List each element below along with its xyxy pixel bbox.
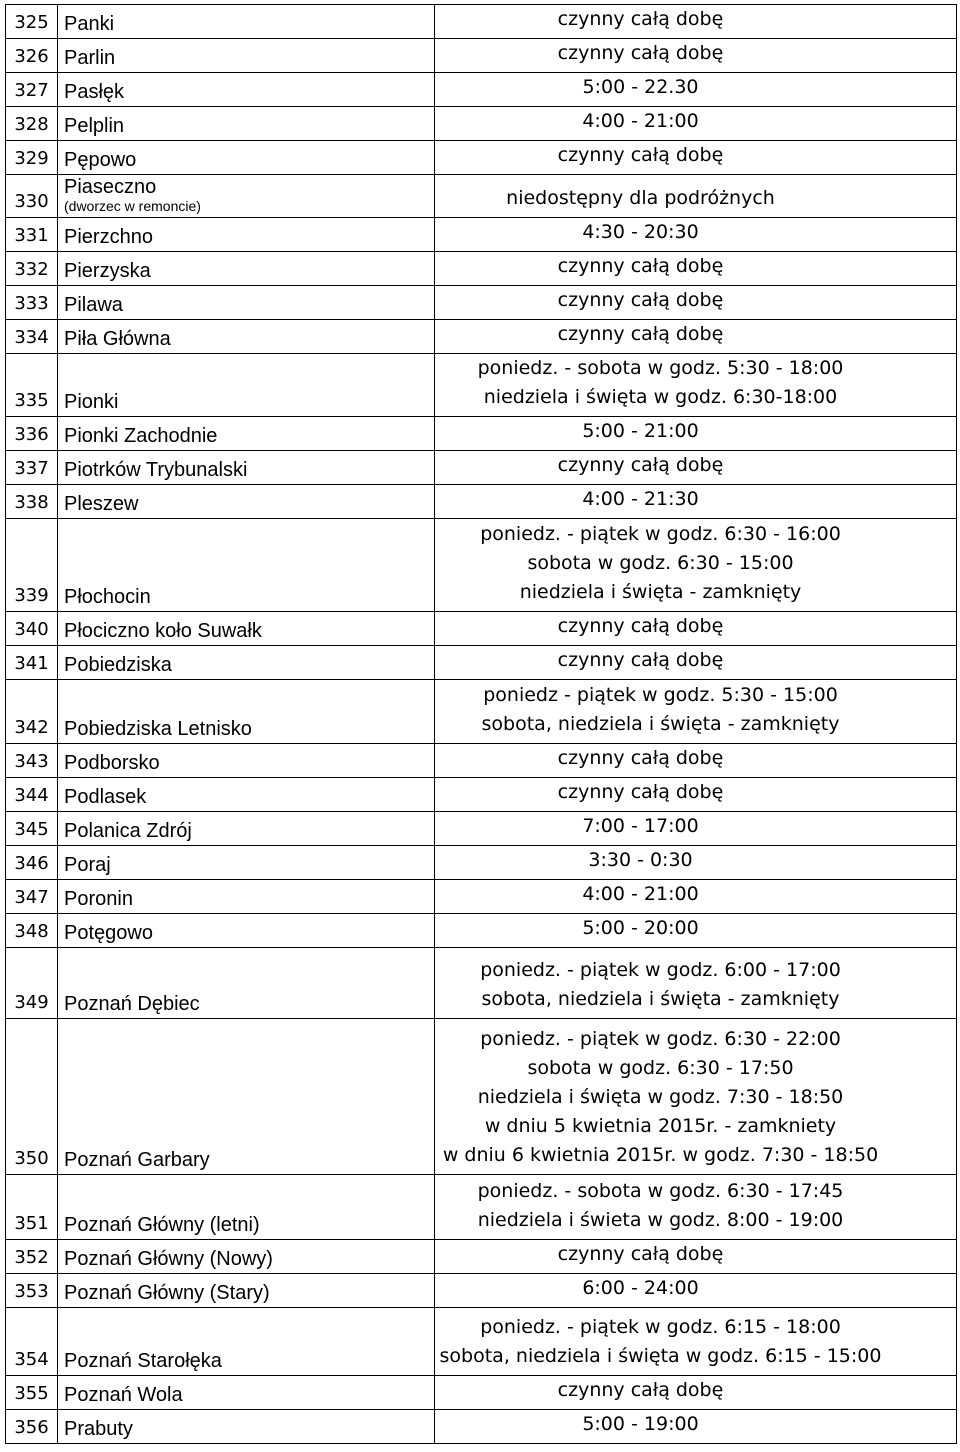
- station-number: 353: [6, 1274, 58, 1308]
- station-name: Pierzchno: [64, 226, 153, 248]
- table-row: [6, 1308, 957, 1376]
- opening-hours-cell: [435, 680, 957, 744]
- station-number: 331: [6, 218, 58, 252]
- station-name: Podborsko: [64, 752, 160, 774]
- opening-hours-cell: [435, 846, 957, 880]
- opening-hours-line: poniedz. - piątek w godz. 6:30 - 16:00: [480, 523, 841, 545]
- table-row: [6, 286, 957, 320]
- station-number: 333: [6, 286, 58, 320]
- table-row: [6, 680, 957, 744]
- table-row: [6, 1240, 957, 1274]
- opening-hours-line: 5:00 - 21:00: [582, 420, 699, 442]
- station-name: Poznań Garbary: [64, 1149, 210, 1171]
- table-row: [6, 218, 957, 252]
- station-number: 352: [6, 1240, 58, 1274]
- opening-hours-line: sobota, niedziela i święta - zamknięty: [481, 713, 840, 735]
- table-body: [6, 5, 957, 1444]
- station-name: Pierzyska: [64, 260, 151, 282]
- station-number: 349: [6, 948, 58, 1019]
- table-row: [6, 1410, 957, 1444]
- opening-hours-line: czynny całą dobę: [557, 289, 724, 311]
- opening-hours-cell: [435, 141, 957, 175]
- station-number: 329: [6, 141, 58, 175]
- table-row: [6, 107, 957, 141]
- opening-hours-line: sobota, niedziela i święta w godz. 6:15 - 15:00: [439, 1345, 882, 1367]
- table-row: [6, 778, 957, 812]
- opening-hours-line: 6:00 - 24:00: [582, 1277, 699, 1299]
- table-row: [6, 846, 957, 880]
- station-name: Pelplin: [64, 115, 125, 137]
- opening-hours-cell: [435, 39, 957, 73]
- station-name-cell: [58, 485, 435, 519]
- table-row: [6, 1175, 957, 1240]
- opening-hours-line: sobota w godz. 6:30 - 15:00: [527, 552, 794, 574]
- station-name-cell: [58, 612, 435, 646]
- opening-hours-cell: [435, 812, 957, 846]
- station-name-cell: [58, 1376, 435, 1410]
- opening-hours-cell: [435, 218, 957, 252]
- opening-hours-cell: [435, 485, 957, 519]
- station-name: Poznań Główny (Stary): [64, 1282, 270, 1304]
- opening-hours-line: czynny całą dobę: [557, 42, 724, 64]
- opening-hours-line: 5:00 - 20:00: [582, 917, 699, 939]
- opening-hours-line: poniedz. - piątek w godz. 6:00 - 17:00: [480, 959, 841, 981]
- station-name: Płociczno koło Suwałk: [64, 620, 262, 642]
- table-row: [6, 320, 957, 354]
- opening-hours-line: niedziela i święta w godz. 7:30 - 18:50: [477, 1086, 844, 1108]
- opening-hours-cell: [435, 914, 957, 948]
- station-name: Poronin: [64, 888, 133, 910]
- station-number: 334: [6, 320, 58, 354]
- station-name-cell: [58, 744, 435, 778]
- opening-hours-line: 5:00 - 22.30: [582, 76, 699, 98]
- opening-hours-cell: [435, 417, 957, 451]
- opening-hours-line: czynny całą dobę: [557, 1243, 724, 1265]
- opening-hours-cell: [435, 744, 957, 778]
- opening-hours-cell: [435, 948, 957, 1019]
- opening-hours-cell: [435, 320, 957, 354]
- opening-hours-cell: [435, 1308, 957, 1376]
- opening-hours-cell: [435, 1175, 957, 1240]
- opening-hours-line: w dniu 6 kwietnia 2015r. w godz. 7:30 - 18:50: [442, 1144, 879, 1166]
- station-name: Pasłęk: [64, 81, 125, 103]
- opening-hours-line: niedostępny dla podróżnych: [506, 187, 775, 209]
- station-name-cell: [58, 1240, 435, 1274]
- station-name-cell: [58, 354, 435, 417]
- station-name-cell: [58, 252, 435, 286]
- table-row: [6, 417, 957, 451]
- station-name: Piotrków Trybunalski: [64, 459, 248, 481]
- opening-hours-cell: [435, 1274, 957, 1308]
- station-number: 350: [6, 1019, 58, 1175]
- station-number: 356: [6, 1410, 58, 1444]
- station-name-cell: [58, 1019, 435, 1175]
- station-number: 335: [6, 354, 58, 417]
- station-name: Pilawa: [64, 294, 123, 316]
- opening-hours-line: niedziela i święta w godz. 6:30-18:00: [483, 386, 838, 408]
- station-name: Potęgowo: [64, 922, 153, 944]
- station-hours-table: [5, 4, 957, 1444]
- station-name: Pobiedziska Letnisko: [64, 718, 252, 740]
- station-number: 339: [6, 519, 58, 612]
- station-name-cell: [58, 680, 435, 744]
- station-name-cell: [58, 417, 435, 451]
- table-row: [6, 880, 957, 914]
- opening-hours-line: 5:00 - 19:00: [582, 1413, 699, 1435]
- station-number: 347: [6, 880, 58, 914]
- table-row: [6, 451, 957, 485]
- table-row: [6, 252, 957, 286]
- station-name-cell: [58, 1175, 435, 1240]
- station-number: 351: [6, 1175, 58, 1240]
- station-number: 355: [6, 1376, 58, 1410]
- station-number: 336: [6, 417, 58, 451]
- station-name: Piła Główna: [64, 328, 171, 350]
- table-row: [6, 175, 957, 218]
- opening-hours-line: czynny całą dobę: [557, 747, 724, 769]
- opening-hours-cell: [435, 519, 957, 612]
- opening-hours-line: czynny całą dobę: [557, 8, 724, 30]
- opening-hours-cell: [435, 252, 957, 286]
- opening-hours-line: 3:30 - 0:30: [588, 849, 693, 871]
- opening-hours-cell: [435, 354, 957, 417]
- station-number: 340: [6, 612, 58, 646]
- station-name-cell: [58, 175, 435, 218]
- table-row: [6, 141, 957, 175]
- opening-hours-line: niedziela i święta - zamknięty: [519, 581, 802, 603]
- station-name-cell: [58, 73, 435, 107]
- table-row: [6, 519, 957, 612]
- opening-hours-line: czynny całą dobę: [557, 649, 724, 671]
- opening-hours-cell: [435, 451, 957, 485]
- station-number: 342: [6, 680, 58, 744]
- station-name: Pępowo: [64, 149, 137, 171]
- opening-hours-cell: [435, 107, 957, 141]
- opening-hours-line: czynny całą dobę: [557, 781, 724, 803]
- station-name-cell: [58, 646, 435, 680]
- station-name: Piaseczno: [64, 176, 157, 198]
- opening-hours-line: 4:00 - 21:30: [582, 488, 699, 510]
- table-row: [6, 612, 957, 646]
- opening-hours-cell: [435, 286, 957, 320]
- station-name: Poznań Wola: [64, 1384, 183, 1406]
- station-name-cell: [58, 519, 435, 612]
- opening-hours-line: 7:00 - 17:00: [582, 815, 699, 837]
- table-row: [6, 914, 957, 948]
- station-name: Pionki Zachodnie: [64, 425, 218, 447]
- opening-hours-cell: [435, 1240, 957, 1274]
- table-row: [6, 5, 957, 39]
- station-name: Poznań Główny (Nowy): [64, 1248, 273, 1270]
- table-row: [6, 1274, 957, 1308]
- opening-hours-line: sobota w godz. 6:30 - 17:50: [527, 1057, 794, 1079]
- opening-hours-line: poniedz. - piątek w godz. 6:30 - 22:00: [480, 1028, 841, 1050]
- station-name: Pionki: [64, 391, 119, 413]
- opening-hours-line: sobota, niedziela i święta - zamknięty: [481, 988, 840, 1010]
- station-number: 330: [6, 175, 58, 218]
- opening-hours-cell: [435, 612, 957, 646]
- station-name: Poraj: [64, 854, 111, 876]
- table-row: [6, 1019, 957, 1175]
- station-number: 337: [6, 451, 58, 485]
- station-number: 341: [6, 646, 58, 680]
- opening-hours-cell: [435, 1410, 957, 1444]
- station-number: 343: [6, 744, 58, 778]
- station-name: Parlin: [64, 47, 116, 69]
- opening-hours-line: czynny całą dobę: [557, 454, 724, 476]
- station-note: (dworzec w remoncie): [64, 198, 201, 214]
- station-number: 345: [6, 812, 58, 846]
- station-number: 338: [6, 485, 58, 519]
- opening-hours-line: poniedz. - sobota w godz. 6:30 - 17:45: [477, 1180, 844, 1202]
- opening-hours-line: czynny całą dobę: [557, 615, 724, 637]
- station-name-cell: [58, 846, 435, 880]
- opening-hours-line: niedziela i świeta w godz. 8:00 - 19:00: [477, 1209, 844, 1231]
- station-number: 328: [6, 107, 58, 141]
- station-number: 327: [6, 73, 58, 107]
- station-name-cell: [58, 948, 435, 1019]
- station-number: 346: [6, 846, 58, 880]
- station-name-cell: [58, 39, 435, 73]
- opening-hours-line: poniedz. - sobota w godz. 5:30 - 18:00: [477, 357, 844, 379]
- opening-hours-cell: [435, 73, 957, 107]
- station-name: Poznań Starołęka: [64, 1350, 222, 1372]
- station-name-cell: [58, 107, 435, 141]
- station-name: Poznań Dębiec: [64, 993, 200, 1015]
- opening-hours-cell: [435, 5, 957, 39]
- station-number: 326: [6, 39, 58, 73]
- station-name-cell: [58, 1308, 435, 1376]
- station-number: 332: [6, 252, 58, 286]
- opening-hours-line: poniedz - piątek w godz. 5:30 - 15:00: [483, 684, 838, 706]
- opening-hours-line: poniedz. - piątek w godz. 6:15 - 18:00: [480, 1316, 841, 1338]
- opening-hours-line: czynny całą dobę: [557, 144, 724, 166]
- station-name: Pobiedziska: [64, 654, 172, 676]
- station-name-cell: [58, 880, 435, 914]
- station-name-cell: [58, 320, 435, 354]
- table-row: [6, 485, 957, 519]
- opening-hours-line: czynny całą dobę: [557, 323, 724, 345]
- table-row: [6, 812, 957, 846]
- opening-hours-cell: [435, 175, 957, 218]
- opening-hours-line: czynny całą dobę: [557, 255, 724, 277]
- opening-hours-line: czynny całą dobę: [557, 1379, 724, 1401]
- station-name: Prabuty: [64, 1418, 133, 1440]
- station-name-cell: [58, 914, 435, 948]
- station-name: Polanica Zdrój: [64, 820, 192, 842]
- station-number: 348: [6, 914, 58, 948]
- station-name-cell: [58, 141, 435, 175]
- table-row: [6, 948, 957, 1019]
- station-name-cell: [58, 218, 435, 252]
- station-name-cell: [58, 451, 435, 485]
- opening-hours-cell: [435, 880, 957, 914]
- station-name: Pleszew: [64, 493, 139, 515]
- station-number: 325: [6, 5, 58, 39]
- opening-hours-line: 4:30 - 20:30: [582, 221, 699, 243]
- station-number: 354: [6, 1308, 58, 1376]
- table-row: [6, 744, 957, 778]
- station-name: Poznań Główny (letni): [64, 1214, 260, 1236]
- station-name: Płochocin: [64, 586, 151, 608]
- station-name: Panki: [64, 13, 115, 35]
- opening-hours-cell: [435, 646, 957, 680]
- station-name-cell: [58, 1410, 435, 1444]
- table-row: [6, 1376, 957, 1410]
- station-name: Podlasek: [64, 786, 147, 808]
- opening-hours-line: w dniu 5 kwietnia 2015r. - zamkniety: [484, 1115, 837, 1137]
- table-row: [6, 39, 957, 73]
- opening-hours-line: 4:00 - 21:00: [582, 110, 699, 132]
- table-row: [6, 354, 957, 417]
- opening-hours-cell: [435, 1376, 957, 1410]
- station-name-cell: [58, 5, 435, 39]
- station-name-cell: [58, 778, 435, 812]
- station-number: 344: [6, 778, 58, 812]
- opening-hours-cell: [435, 1019, 957, 1175]
- opening-hours-line: 4:00 - 21:00: [582, 883, 699, 905]
- table-row: [6, 73, 957, 107]
- station-name-cell: [58, 286, 435, 320]
- opening-hours-cell: [435, 778, 957, 812]
- station-name-cell: [58, 1274, 435, 1308]
- station-name-cell: [58, 812, 435, 846]
- table-row: [6, 646, 957, 680]
